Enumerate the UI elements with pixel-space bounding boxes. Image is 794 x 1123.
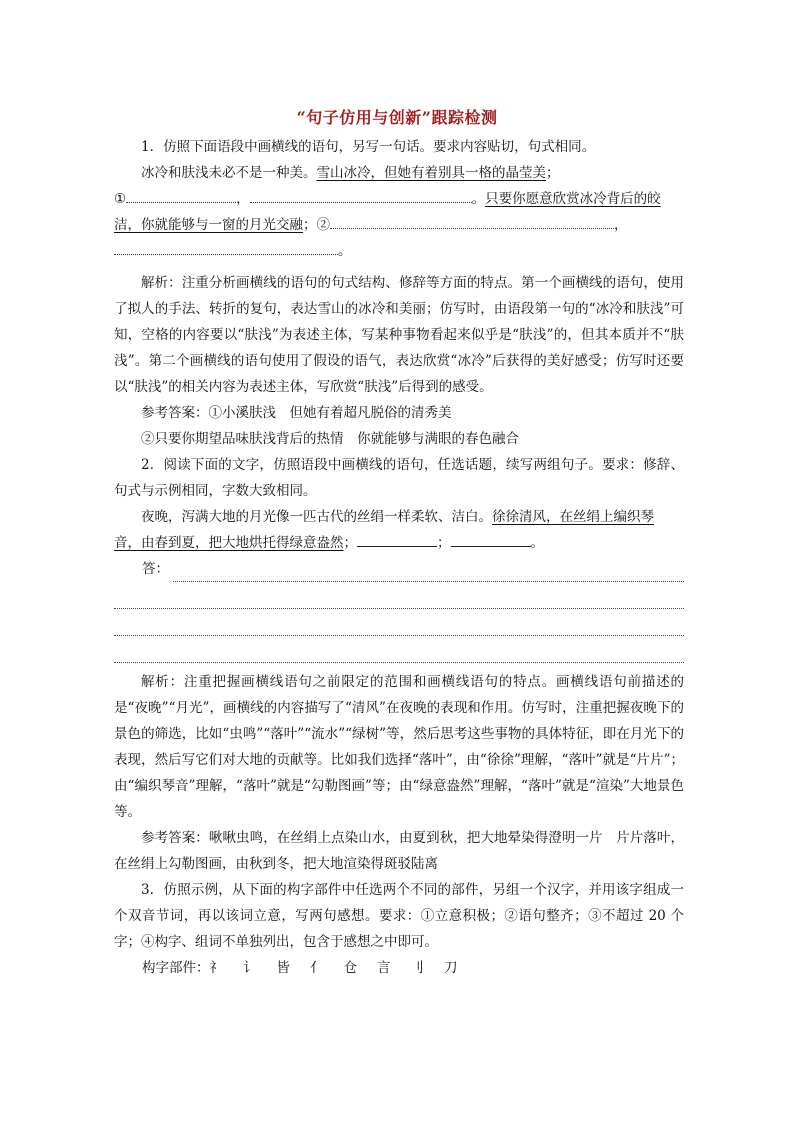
q2-underlined-a: 徐徐清风，在丝绢上编织琴 bbox=[492, 509, 654, 525]
q1-blank-2b[interactable] bbox=[114, 240, 338, 255]
component-item: 言 bbox=[377, 960, 391, 976]
q2-answer: 参考答案：啾啾虫鸣，在丝绢上点染山水，由夏到秋，把大地晕染得澄明一片 片片落叶，在丝绢上勾勒图画，由秋到冬，把大地渲染得斑驳陆离 bbox=[114, 830, 684, 872]
q2-answer-line-2[interactable] bbox=[114, 582, 684, 609]
q2-answer-label: 答： bbox=[142, 561, 169, 577]
q1-comma: ， bbox=[236, 191, 250, 207]
q2-period: 。 bbox=[530, 535, 544, 551]
q1-blank-label-2: ；② bbox=[303, 217, 330, 233]
component-item: 仓 bbox=[343, 960, 357, 976]
component-item: 礻 bbox=[209, 960, 223, 976]
q2-passage-cont bbox=[114, 530, 684, 556]
q2-semicolon-1: ； bbox=[343, 535, 357, 551]
q1-period: 。 bbox=[471, 191, 486, 207]
q2-answer-line-1[interactable] bbox=[173, 565, 684, 582]
component-item: 刂 bbox=[410, 960, 424, 976]
q2-blank-2[interactable] bbox=[451, 532, 531, 547]
q1-period-end: 。 bbox=[338, 243, 352, 259]
q1-answer-2: ②只要你期望品味肤浅背后的热情 你就能够与满眼的春色融合 bbox=[141, 431, 519, 447]
q2-passage-plain: 夜晚，泻满大地的月光像一匹古代的丝绢一样柔软、洁白。 bbox=[141, 509, 492, 525]
q2-semicolon-2: ； bbox=[437, 535, 451, 551]
component-item: 亻 bbox=[310, 960, 324, 976]
q1-blank-1b[interactable] bbox=[250, 188, 472, 203]
q2-prompt: 2．阅读下面的文字，仿照语段中画横线的语句，任选话题，续写两组句子。要求：修辞、句式与示例相同，字数大致相同。 bbox=[114, 457, 684, 499]
q2-passage bbox=[114, 504, 684, 530]
q2-answer-line-3[interactable] bbox=[114, 609, 684, 636]
q2-analysis: 解析：注重把握画横线语句之前限定的范围和画横线语句的特点。画横线语句前描述的是“夜晚”“月光”，画横线的内容描写了“清风”在夜晚的表现和作用。仿写时，注重把握夜晚下的景色的筛选，比如“虫鸣”“落叶”“流水”“绿树”等，然后思考这些事物的具体特征，即在月光下的表现，然后写它们对大地的贡献等。比如我们选择“落叶”，由“徐徐”理解，“落叶”就是“片片”；由“编织琴音”理解，“落叶”就是“勾勒图画”等；由“绿意盎然”理解，“落叶”就是“渲染”大地景色等。 bbox=[114, 674, 684, 820]
q1-underlined-sentence-2a: 只要你愿意欣赏冰冷背后的皎 bbox=[485, 191, 661, 207]
q2-underlined-b: 音，由春到夏，把大地烘托得绿意盎然 bbox=[114, 535, 344, 551]
q3-components-row bbox=[114, 955, 684, 981]
q1-blank-1a[interactable] bbox=[126, 188, 236, 203]
q3-prompt: 3．仿照示例，从下面的构字部件中任选两个不同的部件，另组一个汉字，并用该字组成一个双音节词，再以该词立意，写两句感想。要求：①立意积极；②语句整齐；③不超过 20 个字；④构字、组词不单独列出，包含于感想之中即可。 bbox=[114, 882, 684, 950]
q1-blank-label-1: ① bbox=[114, 191, 127, 207]
q1-comma-end: ， bbox=[614, 217, 628, 233]
page-title: “句子仿用与创新”跟踪检测 bbox=[296, 108, 498, 127]
q2-answer-line-4[interactable] bbox=[114, 636, 684, 663]
q1-underlined-sentence-1: 雪山冰冷，但她有着别具一格的晶莹美 bbox=[316, 165, 546, 181]
component-item: 刀 bbox=[444, 960, 458, 976]
q1-analysis: 解析：注重分析画横线的语句的句式结构、修辞等方面的特点。第一个画横线的语句，使用了拟人的手法、转折的复句，表达雪山的冰冷和美丽；仿写时，由语段第一句的“冰冷和肤浅”可知，空格的内容要以“肤浅”为表述主体，写某种事物看起来似乎是“肤浅”的，但其本质并不“肤浅”。第二个画横线的语句使用了假设的语气，表达欣赏“冰冷”后获得的美好感受；仿写时还要以“肤浅”的相关内容为表述主体，写欣赏“肤浅”后得到的感受。 bbox=[114, 275, 684, 395]
document-body bbox=[114, 134, 684, 981]
component-item: 皆 bbox=[276, 960, 290, 976]
q3-components-label: 构字部件： bbox=[142, 960, 210, 976]
q2-answer-row bbox=[114, 556, 684, 582]
q1-passage-plain: 冰冷和肤浅未必不是一种美。 bbox=[141, 165, 317, 181]
q1-blank-2a[interactable] bbox=[330, 214, 614, 229]
q1-answer-1: 参考答案：①小溪肤浅 但她有着超凡脱俗的清秀美 bbox=[141, 405, 452, 421]
q1-passage bbox=[114, 160, 684, 186]
q1-prompt: 1．仿照下面语段中画横线的语句，另写一句话。要求内容贴切，句式相同。 bbox=[141, 139, 596, 155]
q2-blank-1[interactable] bbox=[357, 532, 437, 547]
q1-blank-line-3 bbox=[114, 238, 684, 264]
q1-underlined-sentence-2b: 洁，你就能够与一窗的月光交融 bbox=[114, 217, 303, 233]
q1-blank-line-1 bbox=[114, 186, 684, 212]
q1-semicolon: ； bbox=[546, 165, 560, 181]
q1-blank-line-2 bbox=[114, 212, 684, 238]
component-item: 讠 bbox=[243, 960, 257, 976]
